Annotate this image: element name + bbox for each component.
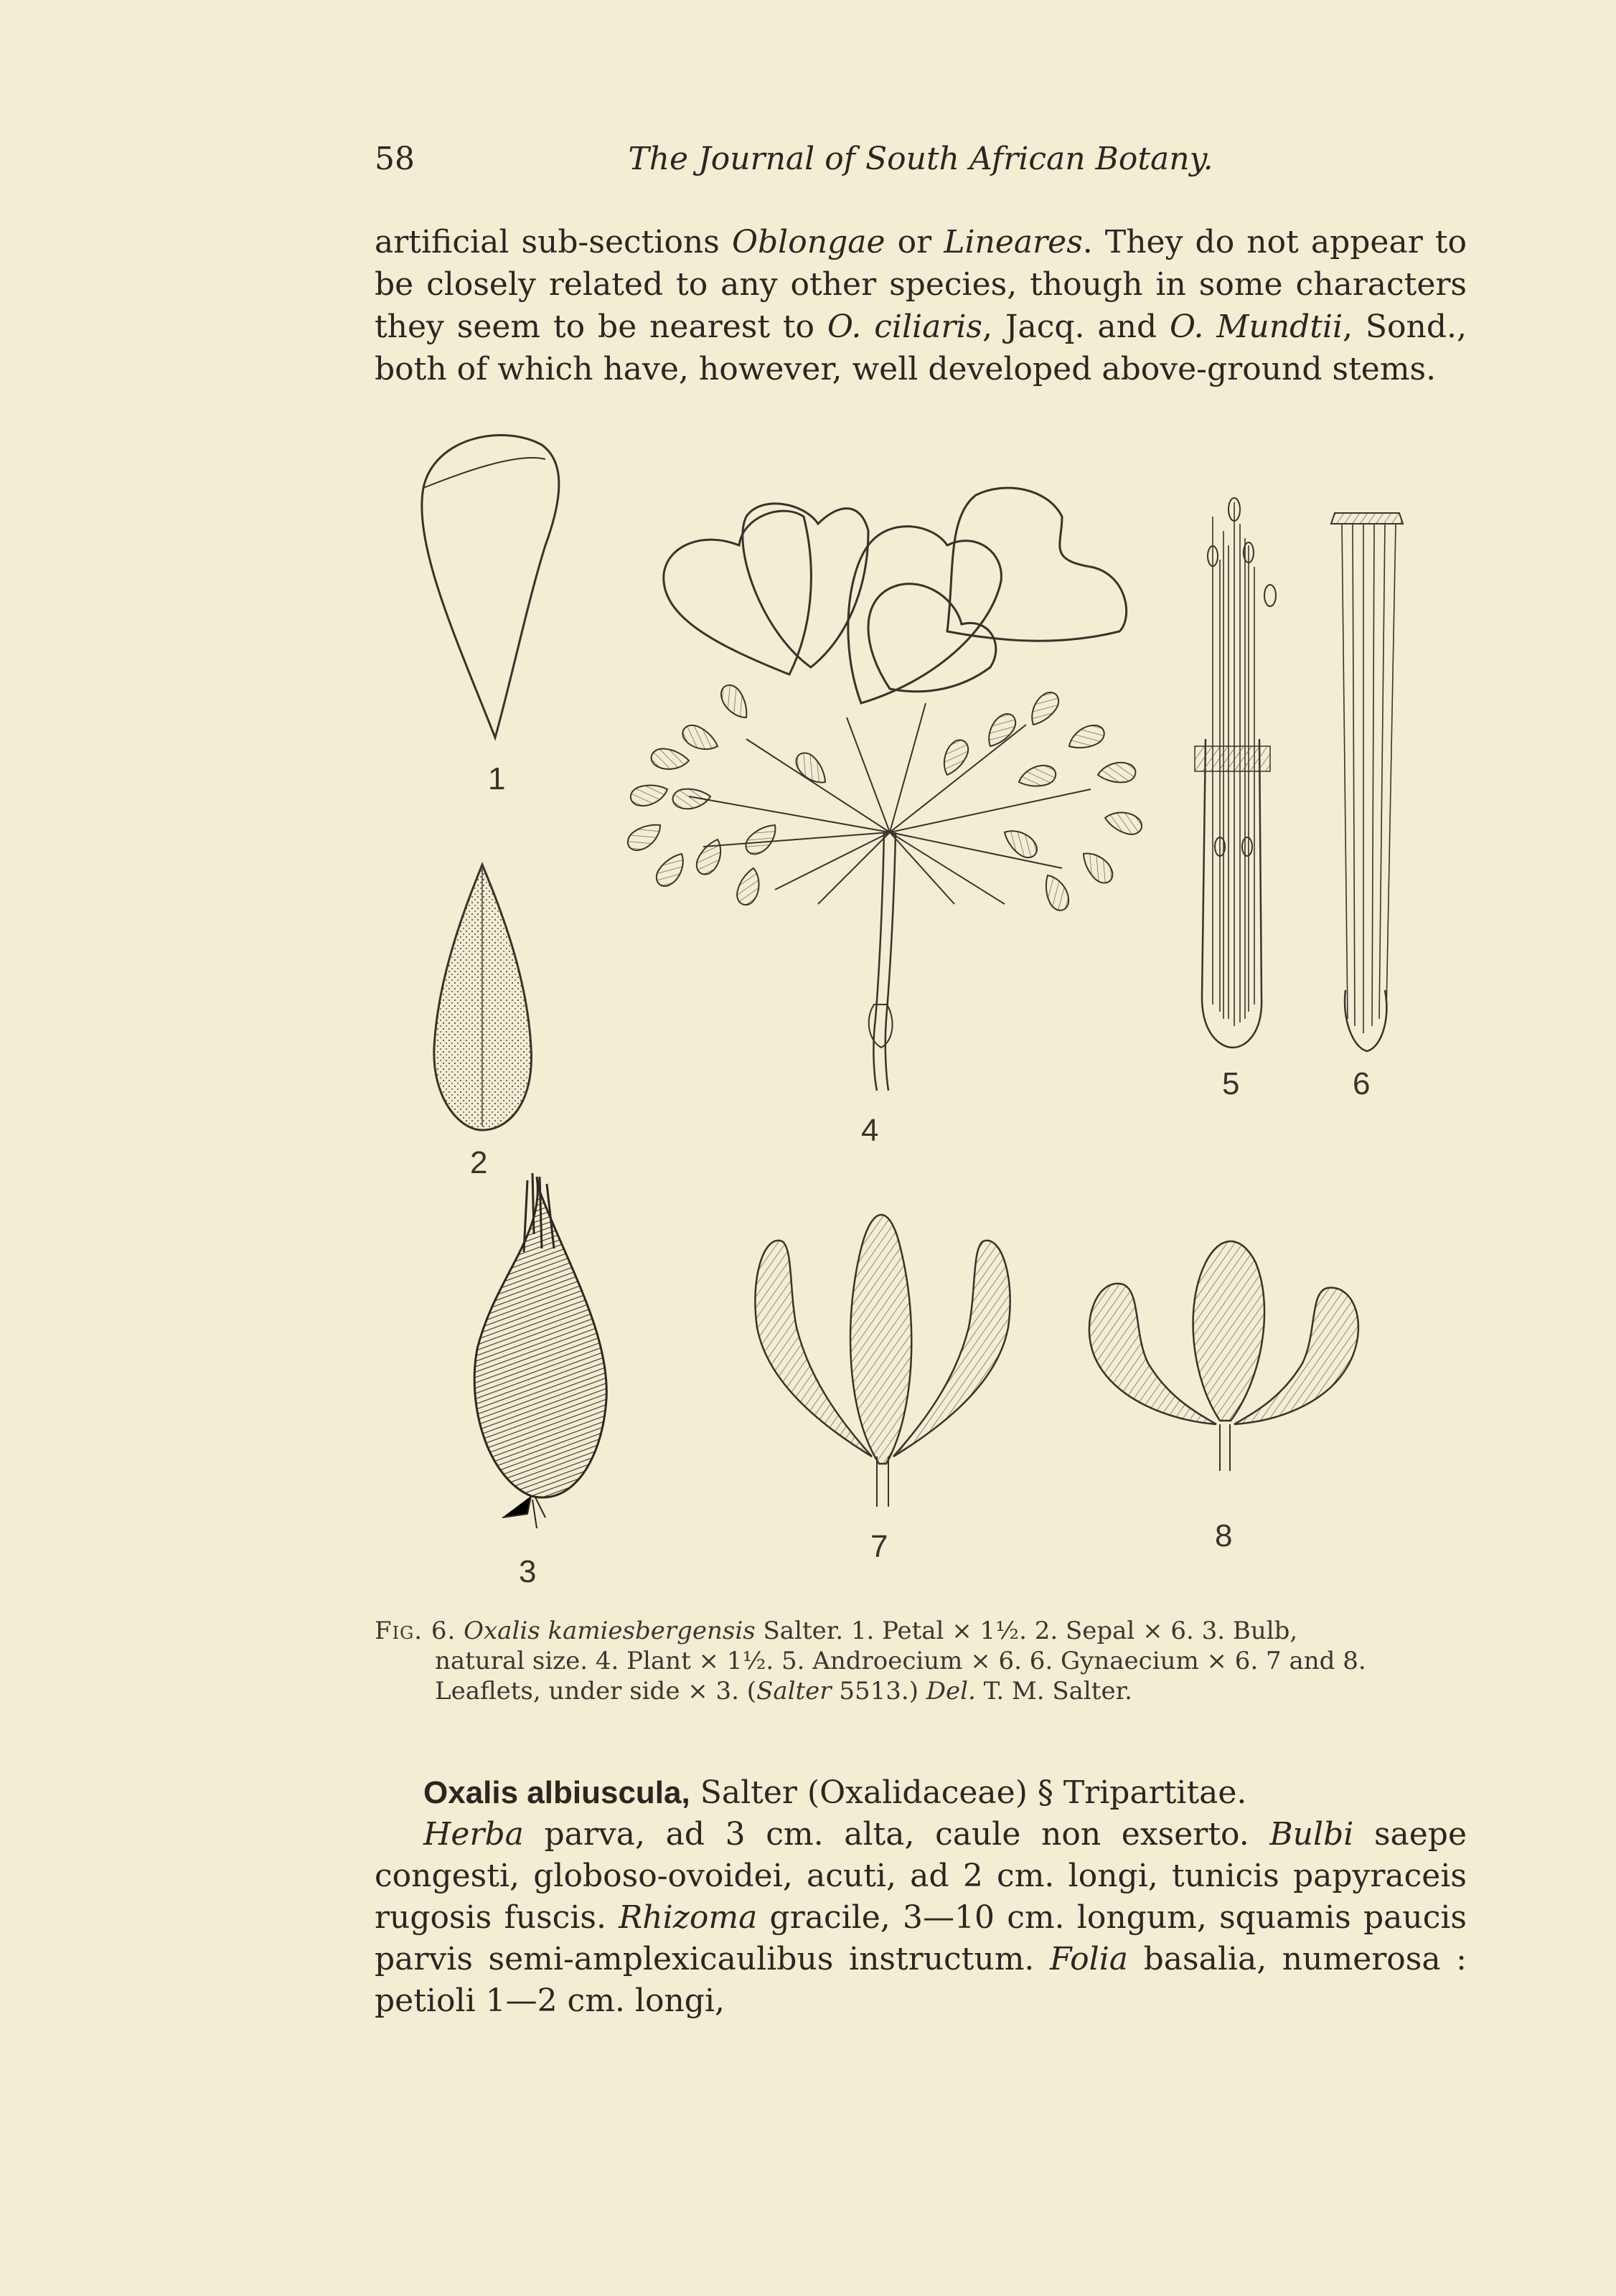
caption-line-1	[375, 1616, 1467, 1646]
fig-label-6: 6	[1353, 1066, 1371, 1101]
fig1-petal	[422, 436, 559, 738]
fig4-plant	[624, 488, 1145, 1091]
fig8-leaflets	[1089, 1241, 1358, 1471]
fig-label-1: 1	[488, 761, 506, 796]
page-number: 58	[375, 141, 415, 177]
caption-text: Salter. 1. Petal × 1½. 2. Sepal × 6. 3. Bulb,	[755, 1617, 1298, 1645]
fig-label-5: 5	[1222, 1066, 1240, 1101]
caption-line-3	[375, 1676, 1467, 1706]
figure-caption	[375, 1616, 1467, 1706]
intro-text: or	[885, 224, 944, 260]
term-herba: Herba	[423, 1816, 524, 1853]
desc-text: gracile, 3—10 cm. longum, squamis paucis parvis semi-amplexicaulibus instructum.	[375, 1899, 1467, 1977]
fig5-androecium	[1195, 498, 1276, 1048]
intro-italic: O. ciliaris	[827, 309, 983, 345]
caption-delineavit: Del.	[926, 1677, 976, 1705]
species-name: Oxalis albiuscula,	[423, 1775, 690, 1810]
intro-italic: Oblongae	[731, 224, 885, 260]
fig-label-7: 7	[870, 1529, 888, 1564]
term-rhizoma: Rhizoma	[619, 1899, 758, 1936]
fig-label-2: 2	[470, 1145, 488, 1180]
caption-text: 5513.)	[831, 1677, 926, 1705]
intro-text: , Jacq. and	[982, 309, 1170, 345]
intro-text: artificial sub-sections	[375, 224, 732, 260]
fig3-bulb	[474, 1173, 606, 1528]
caption-text: T. M. Salter.	[975, 1677, 1132, 1705]
caption-line-2: natural size. 4. Plant × 1½. 5. Androecium × 6. 6. Gynaecium × 6. 7 and 8.	[435, 1647, 1366, 1675]
fig2-sepal	[434, 865, 532, 1130]
desc-text: saepe congesti, globoso-ovoidei, acuti, ad 2 cm. longi, tunicis papyraceis rugosis fuscis.	[375, 1816, 1467, 1936]
fig-label-8: 8	[1215, 1518, 1233, 1553]
desc-text: basalia, numerosa : petioli 1—2 cm. longi,	[375, 1941, 1467, 2019]
intro-text: . They do not appear to be closely related to any other species, though in some characters they seem to be nearest to	[375, 224, 1467, 345]
fig7-leaflets	[755, 1215, 1010, 1507]
fig-label-3: 3	[519, 1554, 537, 1589]
term-bulbi: Bulbi	[1269, 1816, 1354, 1853]
fig-label-4: 4	[861, 1113, 879, 1148]
desc-text: parva, ad 3 cm. alta, caule non exserto.	[523, 1816, 1270, 1853]
species-description	[375, 1772, 1467, 2022]
intro-italic: O. Mundtii	[1169, 309, 1343, 345]
caption-species: Oxalis kamiesbergensis	[464, 1617, 756, 1645]
term-folia: Folia	[1050, 1941, 1129, 1977]
intro-italic: Lineares	[944, 224, 1083, 260]
caption-text: Leaflets, under side × 3. (	[435, 1677, 757, 1705]
fig6-gynaecium	[1331, 513, 1403, 1051]
caption-fig-number: Fig. 6.	[375, 1617, 456, 1645]
journal-title: The Journal of South African Botany.	[628, 141, 1213, 177]
caption-collector: Salter	[756, 1677, 832, 1705]
species-author-family: Salter (Oxalidaceae) § Tripartitae.	[690, 1774, 1247, 1811]
intro-text: , Sond., both of which have, however, well developed above-ground stems.	[375, 309, 1467, 387]
